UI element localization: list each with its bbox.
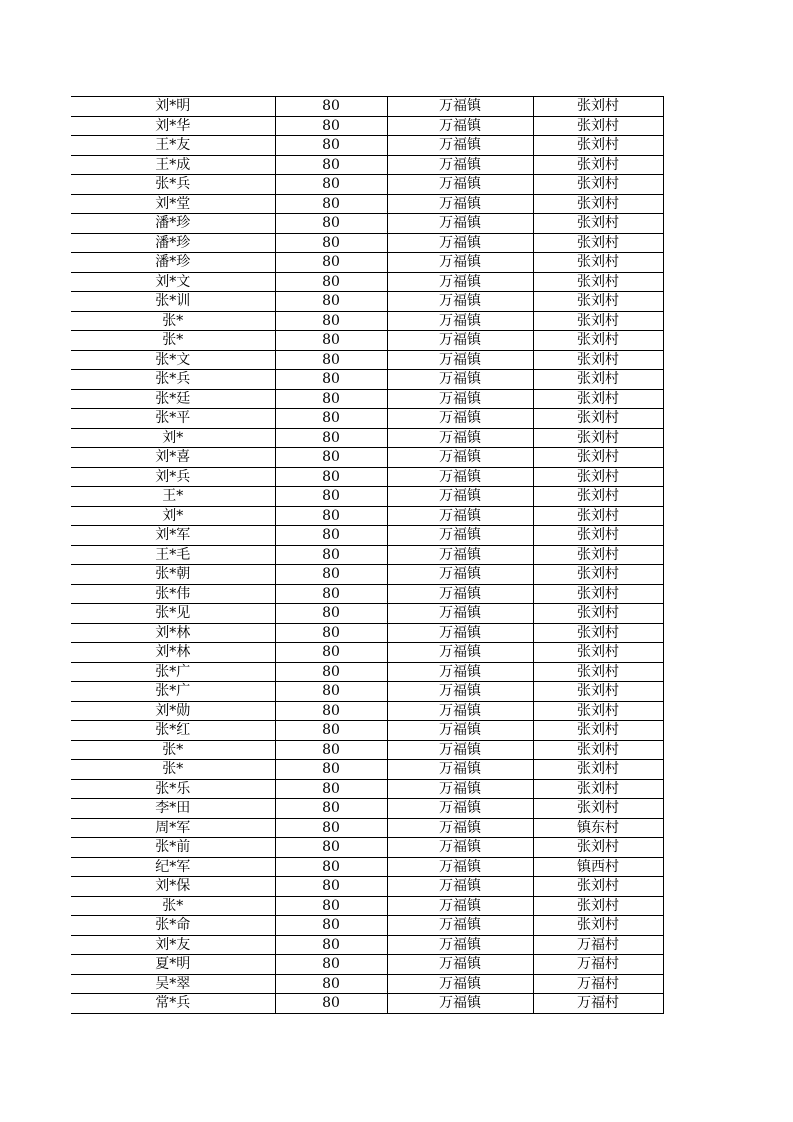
- amount-cell: 80: [275, 916, 387, 936]
- table-row: [71, 818, 663, 838]
- village-cell: 万福村: [533, 955, 663, 975]
- town-cell: 万福镇: [387, 194, 533, 214]
- amount-cell: 80: [275, 682, 387, 702]
- village-cell: 张刘村: [533, 311, 663, 331]
- name-cell: 张*文: [71, 350, 275, 370]
- name-cell: 张*: [71, 311, 275, 331]
- town-cell: 万福镇: [387, 448, 533, 468]
- name-cell: 刘*华: [71, 116, 275, 136]
- village-cell: 张刘村: [533, 97, 663, 117]
- amount-cell: 80: [275, 97, 387, 117]
- amount-cell: 80: [275, 428, 387, 448]
- village-cell: 张刘村: [533, 916, 663, 936]
- table-row: [71, 194, 663, 214]
- name-cell: 王*成: [71, 155, 275, 175]
- table-row: [71, 662, 663, 682]
- village-cell: 张刘村: [533, 682, 663, 702]
- name-cell: 王*: [71, 487, 275, 507]
- name-cell: 张*平: [71, 409, 275, 429]
- name-cell: 张*广: [71, 662, 275, 682]
- village-cell: 张刘村: [533, 760, 663, 780]
- table-row: [71, 935, 663, 955]
- amount-cell: 80: [275, 994, 387, 1014]
- town-cell: 万福镇: [387, 253, 533, 273]
- village-cell: 张刘村: [533, 116, 663, 136]
- amount-cell: 80: [275, 740, 387, 760]
- amount-cell: 80: [275, 935, 387, 955]
- town-cell: 万福镇: [387, 701, 533, 721]
- town-cell: 万福镇: [387, 974, 533, 994]
- name-cell: 吴*翠: [71, 974, 275, 994]
- village-cell: 张刘村: [533, 194, 663, 214]
- table-row: [71, 506, 663, 526]
- name-cell: 刘*保: [71, 877, 275, 897]
- table-row: [71, 857, 663, 877]
- village-cell: 万福村: [533, 935, 663, 955]
- table-row: [71, 253, 663, 273]
- village-cell: 张刘村: [533, 448, 663, 468]
- town-cell: 万福镇: [387, 116, 533, 136]
- amount-cell: 80: [275, 331, 387, 351]
- name-cell: 刘*喜: [71, 448, 275, 468]
- name-cell: 张*命: [71, 916, 275, 936]
- amount-cell: 80: [275, 565, 387, 585]
- village-cell: 张刘村: [533, 838, 663, 858]
- village-cell: 张刘村: [533, 331, 663, 351]
- village-cell: 张刘村: [533, 428, 663, 448]
- name-cell: 刘*: [71, 506, 275, 526]
- town-cell: 万福镇: [387, 623, 533, 643]
- town-cell: 万福镇: [387, 838, 533, 858]
- table-row: [71, 97, 663, 117]
- data-table: [71, 96, 664, 1014]
- table-row: [71, 760, 663, 780]
- name-cell: 刘*勋: [71, 701, 275, 721]
- name-cell: 张*乐: [71, 779, 275, 799]
- town-cell: 万福镇: [387, 643, 533, 663]
- name-cell: 刘*堂: [71, 194, 275, 214]
- town-cell: 万福镇: [387, 409, 533, 429]
- village-cell: 张刘村: [533, 740, 663, 760]
- amount-cell: 80: [275, 175, 387, 195]
- amount-cell: 80: [275, 389, 387, 409]
- table-row: [71, 974, 663, 994]
- amount-cell: 80: [275, 448, 387, 468]
- table-row: [71, 467, 663, 487]
- table-row: [71, 331, 663, 351]
- village-cell: 万福村: [533, 994, 663, 1014]
- amount-cell: 80: [275, 545, 387, 565]
- table-row: [71, 389, 663, 409]
- town-cell: 万福镇: [387, 526, 533, 546]
- amount-cell: 80: [275, 272, 387, 292]
- table-row: [71, 545, 663, 565]
- village-cell: 张刘村: [533, 604, 663, 624]
- name-cell: 刘*友: [71, 935, 275, 955]
- amount-cell: 80: [275, 467, 387, 487]
- table-row: [71, 233, 663, 253]
- amount-cell: 80: [275, 350, 387, 370]
- amount-cell: 80: [275, 974, 387, 994]
- village-cell: 张刘村: [533, 506, 663, 526]
- town-cell: 万福镇: [387, 916, 533, 936]
- town-cell: 万福镇: [387, 779, 533, 799]
- amount-cell: 80: [275, 877, 387, 897]
- village-cell: 张刘村: [533, 155, 663, 175]
- amount-cell: 80: [275, 506, 387, 526]
- village-cell: 张刘村: [533, 526, 663, 546]
- amount-cell: 80: [275, 604, 387, 624]
- town-cell: 万福镇: [387, 370, 533, 390]
- village-cell: 张刘村: [533, 877, 663, 897]
- amount-cell: 80: [275, 155, 387, 175]
- table-row: [71, 448, 663, 468]
- amount-cell: 80: [275, 818, 387, 838]
- village-cell: 张刘村: [533, 487, 663, 507]
- name-cell: 张*见: [71, 604, 275, 624]
- town-cell: 万福镇: [387, 682, 533, 702]
- amount-cell: 80: [275, 311, 387, 331]
- table-row: [71, 682, 663, 702]
- town-cell: 万福镇: [387, 214, 533, 234]
- town-cell: 万福镇: [387, 584, 533, 604]
- name-cell: 张*: [71, 740, 275, 760]
- town-cell: 万福镇: [387, 272, 533, 292]
- table-row: [71, 565, 663, 585]
- village-cell: 张刘村: [533, 584, 663, 604]
- table-row: [71, 721, 663, 741]
- table-row: [71, 643, 663, 663]
- town-cell: 万福镇: [387, 136, 533, 156]
- village-cell: 张刘村: [533, 545, 663, 565]
- village-cell: 张刘村: [533, 214, 663, 234]
- table-row: [71, 155, 663, 175]
- table-row: [71, 409, 663, 429]
- town-cell: 万福镇: [387, 662, 533, 682]
- name-cell: 张*前: [71, 838, 275, 858]
- name-cell: 纪*军: [71, 857, 275, 877]
- table-row: [71, 428, 663, 448]
- name-cell: 潘*珍: [71, 253, 275, 273]
- amount-cell: 80: [275, 409, 387, 429]
- table-row: [71, 214, 663, 234]
- name-cell: 潘*珍: [71, 214, 275, 234]
- table-row: [71, 584, 663, 604]
- amount-cell: 80: [275, 799, 387, 819]
- name-cell: 张*训: [71, 292, 275, 312]
- name-cell: 刘*: [71, 428, 275, 448]
- name-cell: 张*兵: [71, 175, 275, 195]
- table-row: [71, 370, 663, 390]
- name-cell: 刘*军: [71, 526, 275, 546]
- table-row: [71, 272, 663, 292]
- amount-cell: 80: [275, 526, 387, 546]
- town-cell: 万福镇: [387, 175, 533, 195]
- name-cell: 王*友: [71, 136, 275, 156]
- village-cell: 张刘村: [533, 175, 663, 195]
- town-cell: 万福镇: [387, 818, 533, 838]
- amount-cell: 80: [275, 623, 387, 643]
- village-cell: 镇东村: [533, 818, 663, 838]
- town-cell: 万福镇: [387, 428, 533, 448]
- village-cell: 张刘村: [533, 389, 663, 409]
- town-cell: 万福镇: [387, 233, 533, 253]
- table-row: [71, 175, 663, 195]
- name-cell: 刘*林: [71, 643, 275, 663]
- name-cell: 刘*兵: [71, 467, 275, 487]
- name-cell: 夏*明: [71, 955, 275, 975]
- name-cell: 张*: [71, 760, 275, 780]
- village-cell: 张刘村: [533, 467, 663, 487]
- town-cell: 万福镇: [387, 955, 533, 975]
- amount-cell: 80: [275, 194, 387, 214]
- table-body: [71, 97, 663, 1014]
- table-row: [71, 292, 663, 312]
- town-cell: 万福镇: [387, 350, 533, 370]
- table-row: [71, 311, 663, 331]
- amount-cell: 80: [275, 370, 387, 390]
- amount-cell: 80: [275, 838, 387, 858]
- town-cell: 万福镇: [387, 467, 533, 487]
- table-row: [71, 526, 663, 546]
- table-row: [71, 350, 663, 370]
- village-cell: 万福村: [533, 974, 663, 994]
- amount-cell: 80: [275, 662, 387, 682]
- town-cell: 万福镇: [387, 97, 533, 117]
- amount-cell: 80: [275, 292, 387, 312]
- village-cell: 张刘村: [533, 272, 663, 292]
- amount-cell: 80: [275, 701, 387, 721]
- amount-cell: 80: [275, 955, 387, 975]
- table-row: [71, 701, 663, 721]
- town-cell: 万福镇: [387, 311, 533, 331]
- name-cell: 刘*林: [71, 623, 275, 643]
- table-row: [71, 916, 663, 936]
- table-row: [71, 116, 663, 136]
- town-cell: 万福镇: [387, 994, 533, 1014]
- town-cell: 万福镇: [387, 721, 533, 741]
- amount-cell: 80: [275, 233, 387, 253]
- amount-cell: 80: [275, 896, 387, 916]
- table-row: [71, 896, 663, 916]
- village-cell: 张刘村: [533, 896, 663, 916]
- amount-cell: 80: [275, 721, 387, 741]
- amount-cell: 80: [275, 643, 387, 663]
- village-cell: 张刘村: [533, 643, 663, 663]
- amount-cell: 80: [275, 760, 387, 780]
- town-cell: 万福镇: [387, 799, 533, 819]
- town-cell: 万福镇: [387, 604, 533, 624]
- name-cell: 潘*珍: [71, 233, 275, 253]
- amount-cell: 80: [275, 857, 387, 877]
- town-cell: 万福镇: [387, 506, 533, 526]
- village-cell: 张刘村: [533, 409, 663, 429]
- name-cell: 张*红: [71, 721, 275, 741]
- amount-cell: 80: [275, 214, 387, 234]
- village-cell: 张刘村: [533, 136, 663, 156]
- name-cell: 刘*文: [71, 272, 275, 292]
- village-cell: 镇西村: [533, 857, 663, 877]
- table-row: [71, 136, 663, 156]
- table-row: [71, 838, 663, 858]
- amount-cell: 80: [275, 136, 387, 156]
- amount-cell: 80: [275, 116, 387, 136]
- name-cell: 张*伟: [71, 584, 275, 604]
- amount-cell: 80: [275, 584, 387, 604]
- village-cell: 张刘村: [533, 779, 663, 799]
- town-cell: 万福镇: [387, 565, 533, 585]
- amount-cell: 80: [275, 779, 387, 799]
- name-cell: 张*广: [71, 682, 275, 702]
- town-cell: 万福镇: [387, 760, 533, 780]
- town-cell: 万福镇: [387, 545, 533, 565]
- table-row: [71, 799, 663, 819]
- name-cell: 张*兵: [71, 370, 275, 390]
- town-cell: 万福镇: [387, 935, 533, 955]
- name-cell: 张*: [71, 896, 275, 916]
- amount-cell: 80: [275, 253, 387, 273]
- town-cell: 万福镇: [387, 389, 533, 409]
- table-row: [71, 604, 663, 624]
- village-cell: 张刘村: [533, 253, 663, 273]
- village-cell: 张刘村: [533, 623, 663, 643]
- village-cell: 张刘村: [533, 721, 663, 741]
- name-cell: 张*廷: [71, 389, 275, 409]
- town-cell: 万福镇: [387, 857, 533, 877]
- town-cell: 万福镇: [387, 896, 533, 916]
- name-cell: 刘*明: [71, 97, 275, 117]
- name-cell: 张*: [71, 331, 275, 351]
- village-cell: 张刘村: [533, 701, 663, 721]
- table-row: [71, 623, 663, 643]
- town-cell: 万福镇: [387, 155, 533, 175]
- village-cell: 张刘村: [533, 662, 663, 682]
- village-cell: 张刘村: [533, 350, 663, 370]
- name-cell: 张*朝: [71, 565, 275, 585]
- table-row: [71, 487, 663, 507]
- name-cell: 常*兵: [71, 994, 275, 1014]
- village-cell: 张刘村: [533, 233, 663, 253]
- village-cell: 张刘村: [533, 292, 663, 312]
- village-cell: 张刘村: [533, 370, 663, 390]
- name-cell: 周*军: [71, 818, 275, 838]
- table-row: [71, 779, 663, 799]
- town-cell: 万福镇: [387, 331, 533, 351]
- village-cell: 张刘村: [533, 565, 663, 585]
- town-cell: 万福镇: [387, 292, 533, 312]
- name-cell: 王*毛: [71, 545, 275, 565]
- table-row: [71, 955, 663, 975]
- table-row: [71, 740, 663, 760]
- town-cell: 万福镇: [387, 487, 533, 507]
- town-cell: 万福镇: [387, 877, 533, 897]
- village-cell: 张刘村: [533, 799, 663, 819]
- table-row: [71, 877, 663, 897]
- town-cell: 万福镇: [387, 740, 533, 760]
- amount-cell: 80: [275, 487, 387, 507]
- name-cell: 李*田: [71, 799, 275, 819]
- table-row: [71, 994, 663, 1014]
